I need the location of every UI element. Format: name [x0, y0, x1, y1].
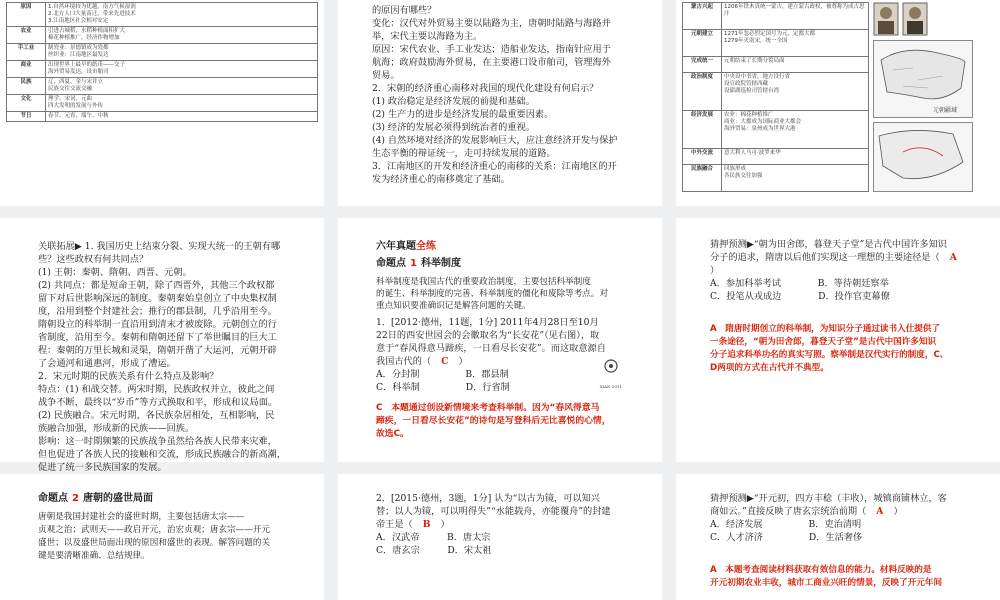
row-content: [722, 3, 869, 30]
row-head: 民族: [7, 78, 46, 95]
text-line: 了会通河和通惠河，形成了漕运。: [38, 358, 176, 369]
text-line: 开元初期农业丰收，城市工商业兴旺的情景，反映了开元年间: [710, 578, 943, 588]
table-row: [683, 57, 869, 73]
table-row: [7, 112, 318, 122]
table-row: [683, 110, 869, 148]
question-line: 22日的西安世园会的会徽取名为“长安花”（见右图），取: [376, 330, 600, 341]
map-label: 元朝疆域: [933, 107, 958, 114]
question-line: C．唐玄宗 D．宋太祖: [376, 545, 492, 556]
row-line: 海外贸易发达，设市舶司: [48, 69, 109, 75]
expo-logo: XIAN 2011: [600, 358, 622, 393]
table-row: [7, 95, 318, 112]
answer-mark: B: [422, 519, 431, 530]
row-line: 1.自然环境较为优越，南方气候湿润: [48, 4, 136, 10]
row-content: [722, 57, 869, 73]
point-title: 命题点 1 科举制度: [376, 258, 461, 269]
row-line: 民族交往交流交融: [48, 86, 93, 92]
row-line: 出现世界上最早的纸币——交子: [48, 62, 126, 68]
row-line: 设澎湖巡检司管辖台湾: [724, 87, 780, 94]
question-line: 猜押预测▶“朝为田舍郎，暮登天子堂”是古代中国许多知识: [710, 239, 947, 250]
row-gap-1: [0, 206, 1000, 218]
text-line: (2) 民族融合。宋元时期，各民族杂居相处，互相影响，民: [38, 410, 275, 421]
text-line: 特点：(1) 和战交替。两宋时期，民族政权并立，彼此之间: [38, 384, 275, 395]
column-gap-2: [662, 0, 676, 600]
section-title: 六年真题全练: [376, 241, 436, 252]
row-head: 元朝建立: [683, 30, 722, 57]
text-line: 但也促进了各族人民的接触和交流，形成民族融合的新高潮，: [38, 449, 287, 460]
row-line: 中央设中书省，地方设行省: [724, 73, 791, 80]
row-head: 节日: [7, 112, 46, 122]
row-head: 中外交流: [683, 149, 722, 165]
answer-mark: C: [441, 356, 449, 367]
yuan-table: [682, 2, 869, 192]
text-line: 贞观之治；武则天——政启开元，治宏贞观；唐玄宗——开元: [38, 525, 271, 535]
text-line: 键是要清晰准确、总结规律。: [38, 551, 150, 561]
slide-7[interactable]: [0, 474, 324, 600]
portrait-icon: [873, 2, 899, 36]
text-line: 生态平衡的辩证统一，走可持续发展的道路。: [372, 148, 556, 159]
row-content: [46, 44, 318, 61]
text-line: (2) 生产力的进步是经济发展的最重要因素。: [372, 109, 554, 120]
table-row: [683, 3, 869, 30]
text-line: (1) 政治稳定是经济发展的前提和基础。: [372, 96, 535, 107]
row-content: [722, 72, 869, 110]
row-line: 引进占城稻，水稻种植面积扩大: [48, 28, 126, 34]
text-line: 一条途径，“朝为田舍郎，暮登天子堂”是古代中国许多知识: [710, 337, 937, 347]
yuan-map-icon: [873, 40, 973, 118]
question-line: ）: [710, 265, 720, 276]
row-line: 制瓷业：景德镇成为瓷都: [48, 45, 109, 51]
row-line: 辽、西夏、金与宋并立: [48, 79, 104, 85]
row-line: 2.北方人口大量南迁，带来先进技术: [48, 11, 136, 17]
row-head: 完成统一: [683, 57, 722, 73]
predict-question: [710, 238, 988, 303]
row-content: [722, 30, 869, 57]
answer-text: [372, 4, 628, 186]
answer-mark: A: [949, 252, 957, 263]
row-content: [46, 3, 318, 27]
question-line: A．经济发展 B．吏治清明: [710, 519, 862, 530]
question-line: 1．[2012·德州，11题，1分] 2011年4月28日至10月: [376, 317, 599, 328]
row-head: 政治制度: [683, 72, 722, 110]
row-line: 春节、元宵、端午、中秋: [48, 113, 109, 119]
question-line: C．投笔从戎成边 D．投作官吏幕僚: [710, 291, 890, 302]
text-line: A 隋唐时期创立的科举制，为知识分子通过读书入仕提供了: [710, 324, 941, 334]
table-row: [683, 72, 869, 110]
row-head: 民族融合: [683, 164, 722, 191]
text-line: 族融合加强，形成新的民族——回族。: [38, 423, 195, 434]
row-content: [46, 27, 318, 44]
text-line: 省制度，沿用至今。秦朝和隋朝还留下了举世瞩目的巨大工: [38, 332, 277, 343]
point-intro: [376, 276, 628, 312]
row-line: 农业：棉花种植推广: [724, 111, 774, 118]
table-row: [7, 27, 318, 44]
question-line: 替；以人为镜，可以明得失”“水能载舟，亦能覆舟”的封建: [376, 506, 611, 517]
row-line: 1206年铁木真统一蒙古，建立蒙古政权，被尊称为成吉思汗: [724, 4, 865, 17]
text-line: 航海；政府鼓励海外贸易，在主要港口设市舶司，管理海外: [372, 57, 611, 68]
text-line: C 本题通过创设新情境来考查科举制。因为“春风得意马: [376, 403, 600, 413]
table-row: [7, 78, 318, 95]
question-line: C．人才济济 D．生活奢侈: [710, 532, 863, 543]
slide-4[interactable]: [0, 218, 324, 473]
row-content: [46, 61, 318, 78]
text-line: D两项的方式在古代并不典型。: [710, 363, 829, 373]
row-head: 手工业: [7, 44, 46, 61]
text-line: 3．江南地区的开发和经济重心的南移的关系：江南地区的开: [372, 161, 617, 172]
question-line: 商如云。”直接反映了唐玄宗统治前期（ A ）: [710, 506, 903, 517]
question-1: [376, 316, 628, 394]
text-line: (4) 自然环境对经济的发展影响巨大，应注意经济开发与保护: [372, 135, 618, 146]
row-line: 1279年灭南宋，统一全国: [724, 38, 788, 44]
row-line: 元朝结束了长期分裂局面: [724, 58, 785, 64]
extension-text: [38, 240, 290, 474]
text-line: 2．宋元时期的民族关系有什么特点及影响？: [38, 371, 219, 382]
text-line: 唐朝是我国封建社会的盛世时期，主要包括唐太宗——: [38, 512, 245, 522]
text-line: (1) 王朝：秦朝、隋朝、西晋、元朝。: [38, 267, 192, 278]
row-line: 各民族交往加强: [724, 172, 763, 179]
text-line: 度，沿用到整个封建社会；推行的郡县制，几乎沿用至今。: [38, 306, 277, 317]
predict-question: [710, 492, 988, 544]
table-row: [7, 44, 318, 61]
row-line: 四大发明的发展与外传: [48, 103, 104, 109]
text-line: 蹄疾，一日看尽长安花”的诗句是写登科后无比喜悦的心情，: [376, 416, 611, 426]
point-intro: [38, 511, 290, 563]
row-content: [46, 112, 318, 122]
question-line: 我国古代的（ C ）: [376, 356, 468, 367]
text-line: 贸易。: [372, 70, 400, 81]
text-line: 变化：汉代对外贸易主要以陆路为主，唐朝时陆路与海路并: [372, 18, 611, 29]
explanation: [376, 402, 628, 441]
text-line: 的诞生、科举制度的完善、科举制度的僵化和废除等考点。对: [376, 289, 609, 299]
text-line: 隋朝设立的科举制一直沿用到清末才被废除。元朝创立的行: [38, 319, 277, 330]
text-line: 2．宋朝的经济重心南移对我国的现代化建设有何启示？: [372, 83, 599, 94]
row-head: 经济发展: [683, 110, 722, 148]
row-line: 理学、宋词、元曲: [48, 96, 93, 102]
answer-mark: A: [876, 506, 884, 517]
slide-1[interactable]: [0, 0, 324, 206]
summary-table: [6, 2, 318, 122]
slide-8[interactable]: [338, 474, 662, 600]
text-line: 原因：宋代农业、手工业发达；造船业发达，指南针应用于: [372, 44, 611, 55]
text-line: 发为经济重心的南移奠定了基础。: [372, 174, 510, 185]
question-line: 猜押预测▶“开元初，四方丰稔（丰收），城镇商铺林立，客: [710, 493, 947, 504]
row-line: 回族形成: [724, 165, 747, 172]
text-line: 关联拓展▶ 1. 我国历史上结束分裂、实现大统一的王朝有哪: [38, 241, 281, 252]
table-row: [7, 61, 318, 78]
explanation: [710, 564, 988, 590]
text-line: 留下对后世影响深远的制度。秦朝秦始皇创立了中央集权制: [38, 293, 277, 304]
row-line: 海外贸易：泉州成为世界大港: [724, 125, 796, 132]
portrait-icon: [902, 2, 928, 36]
table-row: [683, 164, 869, 191]
question-2: [376, 492, 628, 557]
text-line: A 本题考查阅读材料获取有效信息的能力。材料反映的是: [710, 565, 932, 575]
row-head: 商业: [7, 61, 46, 78]
question-line: A．参加科举考试 B．等待朝廷察举: [710, 278, 889, 289]
text-line: 些？这些政权有何共同点？: [38, 254, 149, 265]
flower-logo-icon: [600, 358, 622, 376]
question-line: 2．[2015·德州，3题，1分] 认为“以古为镜，可以知兴: [376, 493, 600, 504]
text-line: 的原因有哪些？: [372, 5, 437, 16]
text-line: 程：秦朝的万里长城和灵渠，隋朝开凿了大运河，元朝开辟: [38, 345, 277, 356]
row-line: 3.江南地区社会相对安定: [48, 18, 109, 24]
question-line: A．分封制 B．郡县制: [376, 369, 509, 380]
row-head: 农业: [7, 27, 46, 44]
row-head: 蒙古兴起: [683, 3, 722, 30]
question-line: C．科举制 D．行省制: [376, 382, 510, 393]
text-line: 盛世；以及盛世局面出现的原因和盛世的表现。解答问题的关: [38, 538, 271, 548]
row-head: 文化: [7, 95, 46, 112]
row-line: 1271年忽必烈定国号为元，定都大都: [724, 31, 815, 37]
row-head: 原因: [7, 3, 46, 27]
point-title: 命题点 2 唐朝的盛世局面: [38, 493, 153, 504]
row-line: 棉花种植推广，经济作物增加: [48, 35, 120, 41]
explanation: [710, 323, 988, 375]
column-gap-1: [324, 0, 338, 600]
text-line: 分子追求科举功名的真实写照。察举制是汉代实行的制度，C、: [710, 350, 949, 360]
text-line: (3) 经济的发展必须得到统治者的重视。: [372, 122, 535, 133]
text-line: 影响：这一时期频繁的民族战争虽然给各族人民带来灾难，: [38, 436, 277, 447]
row-content: [722, 110, 869, 148]
row-content: [46, 78, 318, 95]
question-line: 意于“春风得意马蹄疾，一日看尽长安花”。而这取意源自: [376, 343, 606, 354]
row-line: 商业：大都成为国际商业大都会: [724, 118, 802, 125]
table-row: [7, 3, 318, 27]
text-line: 举，宋代主要以海路为主。: [372, 31, 483, 42]
text-line: 战争不断，最终以“岁币”等方式换取和平，形成和议局面。: [38, 397, 278, 408]
question-line: A．汉武帝 B．唐太宗: [376, 532, 491, 543]
text-line: 科举制度是我国古代的重要政治制度，主要包括科举制度: [376, 277, 591, 287]
slide-3[interactable]: [676, 0, 1000, 206]
text-line: (2) 共同点：都是短命王朝，除了西晋外，其他三个政权都: [38, 280, 275, 291]
slide-5[interactable]: [338, 218, 662, 462]
question-line: 分子的追求，隋唐以后他们实现这一理想的主要途径是（ A: [710, 252, 957, 263]
row-line: 设宣政院管辖西藏: [724, 80, 769, 87]
row-line: 意大利人马可·波罗来华: [724, 150, 781, 157]
table-row: [683, 149, 869, 165]
text-line: 促进了统一多民族国家的发展。: [38, 462, 167, 473]
text-line: 重点知识要准确识记是解答问题的关键。: [376, 301, 531, 311]
slide-6[interactable]: [676, 218, 1000, 462]
question-line: 帝王是（ B ）: [376, 519, 450, 530]
slide-2[interactable]: [338, 0, 662, 206]
trade-map-icon: [873, 122, 973, 192]
table-row: [683, 30, 869, 57]
row-content: [722, 149, 869, 165]
row-content: [46, 95, 318, 112]
row-content: [722, 164, 869, 191]
row-line: 丝织业：江南地区最发达: [48, 52, 109, 58]
text-line: 故选C。: [376, 429, 409, 439]
slide-9[interactable]: [676, 474, 1000, 600]
